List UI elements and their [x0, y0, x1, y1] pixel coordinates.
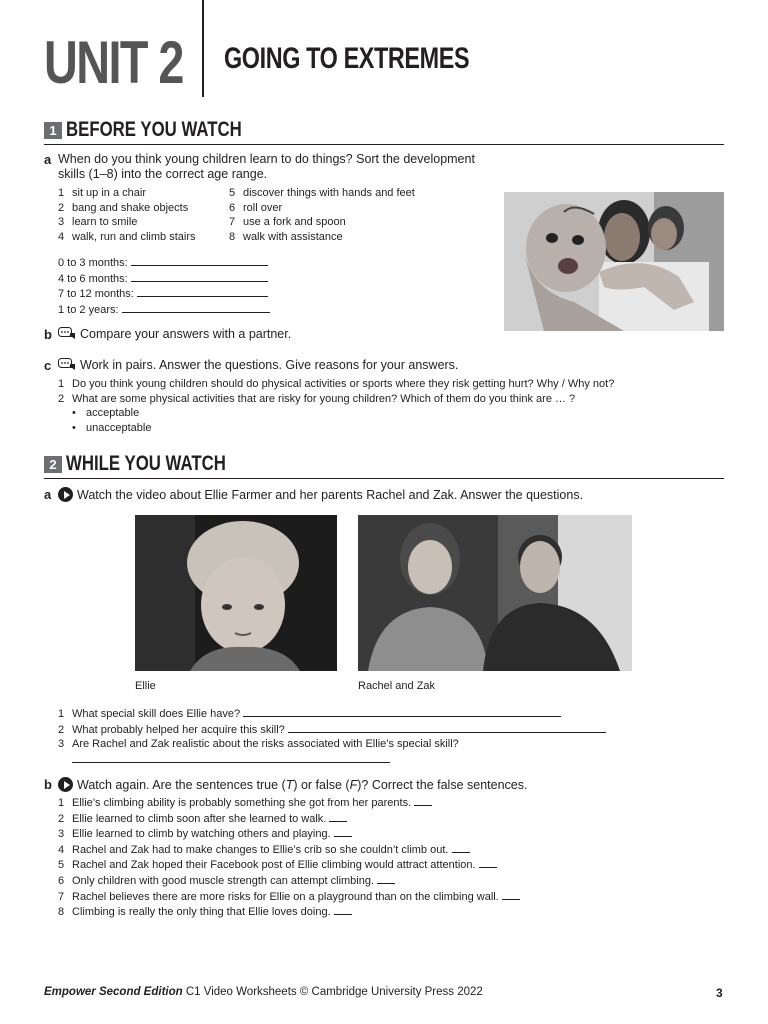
bullet-item: • acceptable: [58, 406, 614, 421]
skill-item: 8 walk with assistance: [229, 230, 343, 243]
sentence-item: 5 Rachel and Zak hoped their Facebook post of Ellie climbing would attract attention.: [58, 857, 520, 873]
exercise-letter: b: [44, 777, 52, 792]
photo-caption: Ellie: [135, 680, 156, 692]
skill-item: 6 roll over: [229, 201, 283, 214]
unit-subtitle: GOING TO EXTREMES: [224, 42, 470, 75]
skill-item: 2 bang and shake objects: [58, 201, 189, 214]
sentence-item: 1 Ellie’s climbing ability is probably something she got from her parents.: [58, 795, 520, 811]
skill-item: 3 learn to smile: [58, 216, 138, 229]
play-icon: [58, 777, 73, 792]
exercise-instruction: Work in pairs. Answer the questions. Give reasons for your answers.: [58, 358, 458, 373]
answer-line[interactable]: [122, 302, 270, 313]
age-range-row: 0 to 3 months:: [58, 255, 270, 271]
answer-line[interactable]: [334, 826, 352, 837]
section-title: WHILE YOU WATCH: [66, 452, 226, 475]
exercise-instruction: When do you think young children learn to do things? Sort the development skills (1–8) into the correct age range.: [58, 152, 475, 181]
answer-line[interactable]: [131, 255, 268, 266]
answer-line[interactable]: [243, 706, 561, 717]
exercise-letter: a: [44, 152, 52, 167]
video-questions: [58, 706, 606, 767]
footer-copyright: Empower Second Edition C1 Video Worksheets © Cambridge University Press 2022: [44, 986, 483, 998]
exercise-instruction: Watch the video about Ellie Farmer and her parents Rachel and Zak. Answer the questions.: [58, 487, 583, 503]
age-range-row: 1 to 2 years:: [58, 302, 270, 318]
baby-photo: [504, 192, 724, 331]
skill-item: 5 discover things with hands and feet: [229, 187, 415, 199]
answer-line[interactable]: [72, 752, 390, 763]
answer-line[interactable]: [452, 842, 470, 853]
sentence-item: 8 Climbing is really the only thing that Ellie loves doing.: [58, 904, 520, 920]
sentence-item: 6 Only children with good muscle strength can attempt climbing.: [58, 873, 520, 889]
skill-item: 1 sit up in a chair: [58, 187, 146, 199]
section-1-header: [44, 120, 724, 145]
ellie-photo: [135, 515, 337, 671]
rachel-zak-photo: [358, 515, 632, 671]
discussion-questions: [58, 377, 614, 435]
exercise-letter: b: [44, 327, 52, 342]
skill-item: 7 use a fork and spoon: [229, 216, 346, 229]
unit-title: UNIT 2: [44, 29, 183, 96]
answer-line[interactable]: [131, 271, 268, 282]
question-item: 3 Are Rachel and Zak realistic about the risks associated with Ellie’s special skill?: [58, 738, 459, 751]
sentence-item: 4 Rachel and Zak had to make changes to Ellie’s crib so she couldn’t climb out.: [58, 842, 520, 858]
exercise-instruction: Watch again. Are the sentences true (T) or false (F)? Correct the false sentences.: [58, 777, 527, 793]
question-item: [58, 752, 606, 768]
pair-work-icon: [58, 327, 76, 340]
exercise-instruction: Compare your answers with a partner.: [58, 327, 291, 342]
answer-line[interactable]: [137, 286, 268, 297]
skill-item: 4 walk, run and climb stairs: [58, 230, 196, 243]
question-item: 1 What special skill does Ellie have?: [58, 706, 606, 722]
sentence-item: 2 Ellie learned to climb soon after she learned to walk.: [58, 811, 520, 827]
skills-list-col1: [58, 186, 196, 244]
answer-line[interactable]: [329, 811, 347, 822]
pair-work-icon: [58, 358, 76, 371]
exercise-letter: c: [44, 358, 52, 373]
section-2-header: [44, 454, 724, 479]
section-number: 2: [44, 456, 62, 473]
answer-line[interactable]: [334, 904, 352, 915]
question-item: 2 What are some physical activities that are risky for young children? Which of them do you think are … ?: [58, 392, 576, 405]
section-title: BEFORE YOU WATCH: [66, 118, 242, 141]
photo-caption: Rachel and Zak: [358, 680, 436, 692]
age-range-row: 4 to 6 months:: [58, 271, 270, 287]
bullet-item: • unacceptable: [58, 421, 614, 436]
exercise-letter: a: [44, 487, 52, 502]
answer-line[interactable]: [377, 873, 395, 884]
age-range-row: 7 to 12 months:: [58, 286, 270, 302]
header-divider: [202, 0, 204, 97]
answer-line[interactable]: [502, 889, 520, 900]
answer-line[interactable]: [414, 795, 432, 806]
section-number: 1: [44, 122, 62, 139]
play-icon: [58, 487, 73, 502]
answer-line[interactable]: [479, 857, 497, 868]
true-false-list: [58, 795, 520, 920]
sentence-item: 7 Rachel believes there are more risks for Ellie on a playground than on the climbing wall.: [58, 889, 520, 905]
answer-line[interactable]: [288, 722, 606, 733]
age-range-list: [58, 255, 270, 317]
question-item: 1 Do you think young children should do physical activities or sports where they risk getting hurt? Why / Why not?: [58, 378, 615, 390]
sentence-item: 3 Ellie learned to climb by watching others and playing.: [58, 826, 520, 842]
skills-list-col2: [229, 186, 415, 244]
page-number: 3: [716, 986, 723, 1000]
question-item: 2 What probably helped her acquire this skill?: [58, 722, 606, 738]
